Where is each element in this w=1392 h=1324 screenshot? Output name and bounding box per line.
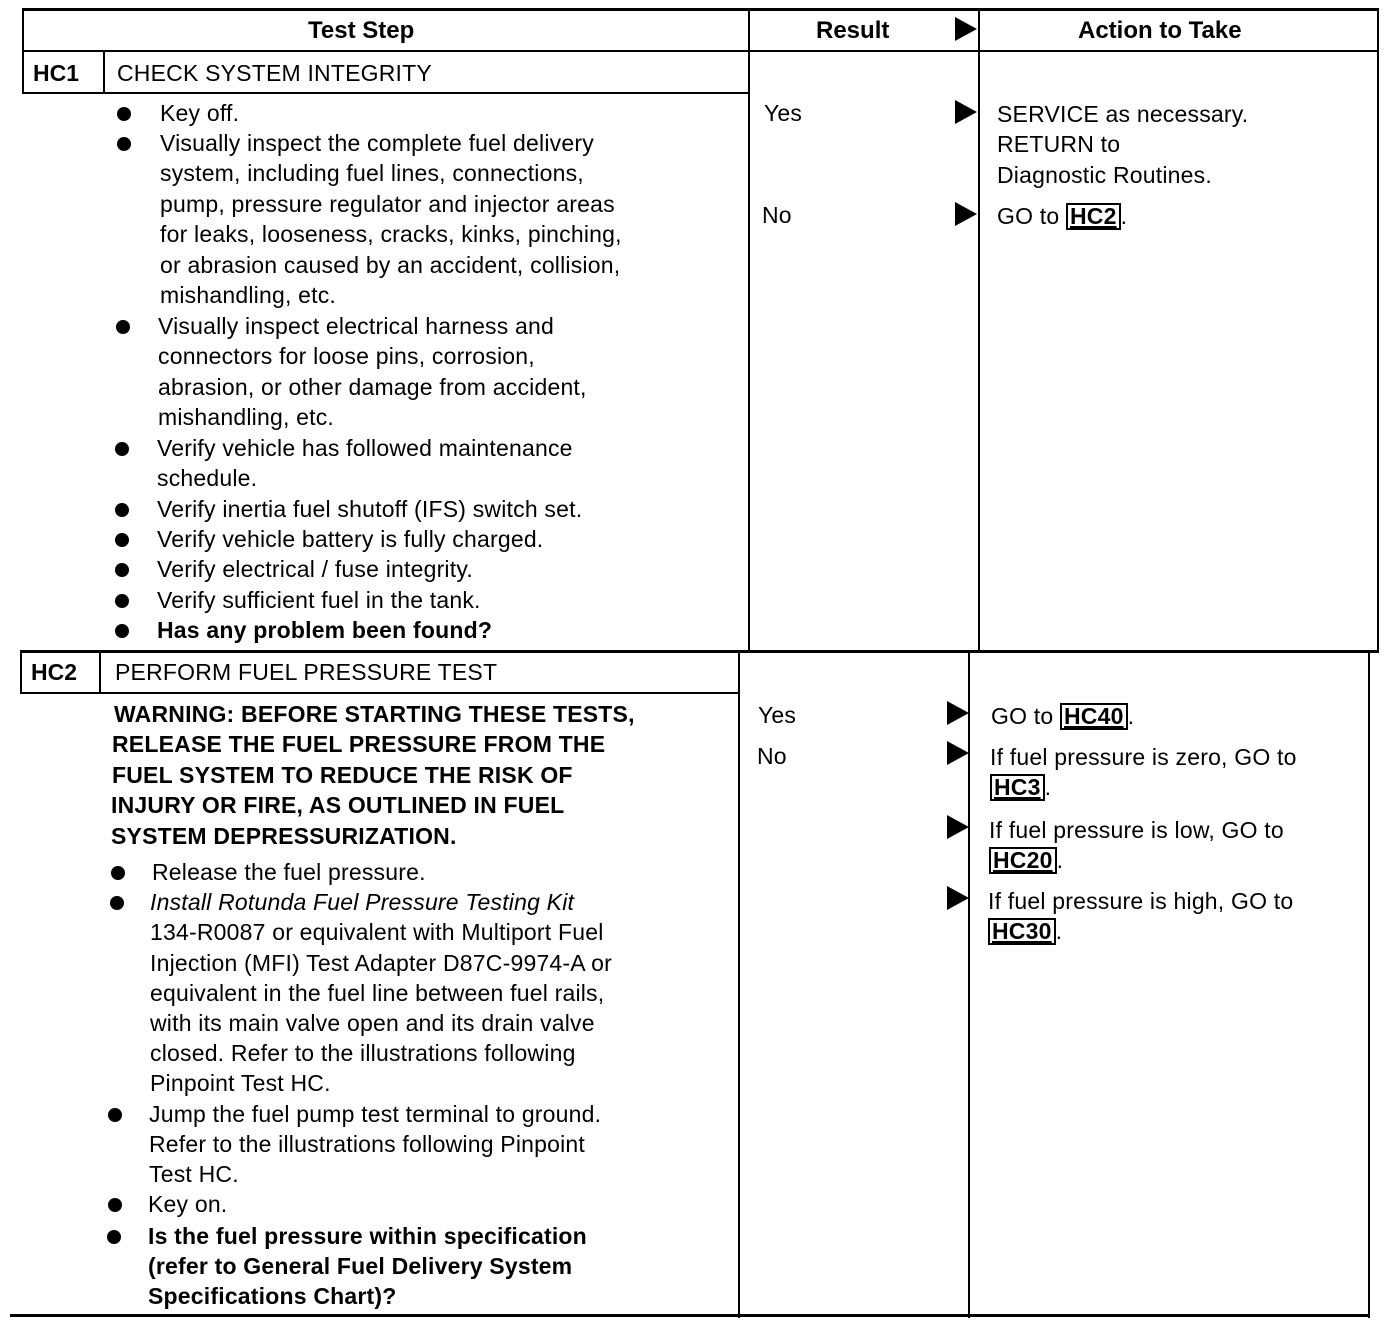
- hc2-goto-hc3-link[interactable]: HC3: [990, 774, 1045, 801]
- bullet-icon: [115, 503, 129, 517]
- hc1-bullet-4-line: Verify vehicle has followed maintenance: [157, 435, 573, 461]
- hc2-bullet-3-line: Refer to the illustrations following Pinpoint: [149, 1131, 586, 1157]
- hc1-bullet-3-line: Visually inspect electrical harness and: [158, 313, 555, 339]
- hc1-bottom-rule: [20, 650, 1379, 653]
- hc1-result-yes: Yes: [764, 100, 803, 126]
- hc1-bullet-8: Verify sufficient fuel in the tank.: [157, 587, 481, 613]
- bullet-icon: [115, 624, 129, 638]
- hc1-action-yes-line: Diagnostic Routines.: [997, 162, 1212, 188]
- hc1-yes-arrow-icon: [955, 100, 977, 124]
- hc2-warning-line: FUEL SYSTEM TO REDUCE THE RISK OF: [112, 762, 573, 788]
- bullet-icon: [108, 1108, 122, 1122]
- hc2-bullet-1: Release the fuel pressure.: [152, 859, 426, 885]
- hc1-bullet-2-line: system, including fuel lines, connections,: [160, 160, 584, 186]
- hc2-high-arrow-icon: [947, 886, 969, 910]
- hc1-bullet-3-line: connectors for loose pins, corrosion,: [158, 343, 535, 369]
- hc2-low-arrow-icon: [947, 815, 969, 839]
- bullet-icon: [108, 1198, 122, 1212]
- bullet-icon: [115, 563, 129, 577]
- hc2-action-low-ref: [989, 845, 1063, 875]
- hc2-result-no: No: [757, 743, 787, 769]
- header-arrow-icon: [955, 17, 977, 41]
- hc2-action-yes: [991, 701, 1134, 731]
- hc1-bullet-1: Key off.: [160, 100, 240, 126]
- header-test-step: Test Step: [308, 17, 415, 44]
- bullet-icon: [111, 866, 125, 880]
- period: .: [1120, 203, 1128, 229]
- hc2-warning-line: SYSTEM DEPRESSURIZATION.: [111, 823, 457, 849]
- hc2-yes-arrow-icon: [947, 701, 969, 725]
- header-action: Action to Take: [1078, 17, 1242, 44]
- hc2-action-high-ref: [988, 916, 1062, 946]
- hc2-bullet-5-question: Is the fuel pressure within specification: [148, 1223, 587, 1249]
- hc2-bullet-2-line: Install Rotunda Fuel Pressure Testing Kit: [150, 889, 575, 915]
- hc2-bullet-2-line: closed. Refer to the illustrations following: [150, 1040, 576, 1066]
- bullet-icon: [115, 442, 129, 456]
- hc1-bullet-5: Verify inertia fuel shutoff (IFS) switch set.: [157, 496, 583, 522]
- hc2-warning-line: RELEASE THE FUEL PRESSURE FROM THE: [112, 731, 606, 757]
- hc1-title-rule: [22, 92, 750, 94]
- bullet-icon: [116, 320, 130, 334]
- hc1-goto-hc2-link[interactable]: HC2: [1066, 203, 1121, 230]
- table-left-border: [22, 8, 24, 94]
- hc2-bullet-2-line: Injection (MFI) Test Adapter D87C-9974-A or: [150, 950, 612, 976]
- hc2-goto-hc20-link[interactable]: HC20: [989, 847, 1057, 874]
- hc2-bullet-4: Key on.: [148, 1191, 228, 1217]
- hc1-code-divider: [103, 50, 105, 94]
- table-right-border-lower: [1368, 653, 1370, 1318]
- table-top-border: [22, 8, 1379, 11]
- table-left-border-lower: [20, 650, 22, 694]
- hc1-action-no-text: GO to: [997, 203, 1060, 229]
- hc2-goto-hc40-link[interactable]: HC40: [1060, 703, 1128, 730]
- bullet-icon: [117, 107, 131, 121]
- hc2-action-yes-text: GO to: [991, 703, 1054, 729]
- hc2-bullet-3-line: Test HC.: [149, 1161, 239, 1187]
- bullet-icon: [110, 896, 124, 910]
- hc2-action-high-text: If fuel pressure is high, GO to: [988, 888, 1294, 914]
- hc1-action-yes-line: SERVICE as necessary.: [997, 101, 1249, 127]
- hc1-bullet-2-line: Visually inspect the complete fuel delivery: [160, 130, 594, 156]
- hc1-bullet-2-line: for leaks, looseness, cracks, kinks, pinching,: [160, 221, 622, 247]
- header-bottom-border: [22, 50, 1379, 52]
- hc1-no-arrow-icon: [955, 202, 977, 226]
- hc2-code: HC2: [31, 659, 78, 685]
- hc2-warning-line: INJURY OR FIRE, AS OUTLINED IN FUEL: [111, 792, 565, 818]
- hc2-bullet-5-question: (refer to General Fuel Delivery System: [148, 1253, 573, 1279]
- period: .: [1055, 918, 1063, 944]
- hc1-code: HC1: [33, 60, 80, 86]
- hc2-warning-line: WARNING: BEFORE STARTING THESE TESTS,: [114, 701, 635, 727]
- hc1-bullet-2-line: pump, pressure regulator and injector areas: [160, 191, 615, 217]
- hc2-bullet-2-line: 134-R0087 or equivalent with Multiport Fuel: [150, 919, 604, 945]
- hc1-bullet-7: Verify electrical / fuse integrity.: [157, 556, 473, 582]
- hc2-bullet-3-line: Jump the fuel pump test terminal to ground.: [149, 1101, 602, 1127]
- hc2-bullet-5-question: Specifications Chart)?: [148, 1283, 397, 1309]
- hc2-code-divider: [99, 652, 101, 694]
- hc2-action-low-text: If fuel pressure is low, GO to: [989, 817, 1284, 843]
- hc1-action-yes-line: RETURN to: [997, 131, 1121, 157]
- hc2-title-rule: [20, 692, 740, 694]
- bullet-icon: [117, 137, 131, 151]
- hc2-action-zero-text: If fuel pressure is zero, GO to: [990, 744, 1297, 770]
- hc2-title: PERFORM FUEL PRESSURE TEST: [115, 659, 498, 685]
- hc1-action-no: [997, 201, 1127, 231]
- header-result: Result: [816, 17, 890, 44]
- hc1-bullet-4-line: schedule.: [157, 465, 258, 491]
- hc2-goto-hc30-link[interactable]: HC30: [988, 918, 1056, 945]
- hc1-bullet-6: Verify vehicle battery is fully charged.: [157, 526, 544, 552]
- hc2-bullet-2-line: equivalent in the fuel line between fuel rails,: [150, 980, 605, 1006]
- col-divider-result-action: [978, 8, 980, 653]
- hc2-result-yes: Yes: [758, 702, 797, 728]
- hc2-bullet-2-line: Pinpoint Test HC.: [150, 1070, 331, 1096]
- bullet-icon: [115, 533, 129, 547]
- hc1-result-no: No: [762, 202, 792, 228]
- hc2-zero-arrow-icon: [947, 741, 969, 765]
- bullet-icon: [115, 594, 129, 608]
- hc1-bullet-3-line: mishandling, etc.: [158, 404, 334, 430]
- period: .: [1127, 703, 1135, 729]
- hc2-bullet-2-line: with its main valve open and its drain valve: [150, 1010, 595, 1036]
- hc1-bullet-3-line: abrasion, or other damage from accident,: [158, 374, 587, 400]
- period: .: [1056, 847, 1064, 873]
- bullet-icon: [107, 1230, 121, 1244]
- hc1-bullet-2-line: or abrasion caused by an accident, collision,: [160, 252, 621, 278]
- hc2-action-zero-ref: [990, 772, 1051, 802]
- table-bottom-border: [10, 1314, 1370, 1317]
- hc1-bullet-9-question: Has any problem been found?: [157, 617, 493, 643]
- table-right-border: [1377, 8, 1379, 653]
- period: .: [1044, 774, 1052, 800]
- col-divider-step-result-lower: [738, 653, 740, 1318]
- col-divider-step-result: [748, 8, 750, 653]
- hc1-title: CHECK SYSTEM INTEGRITY: [117, 60, 432, 86]
- hc1-bullet-2-line: mishandling, etc.: [160, 282, 336, 308]
